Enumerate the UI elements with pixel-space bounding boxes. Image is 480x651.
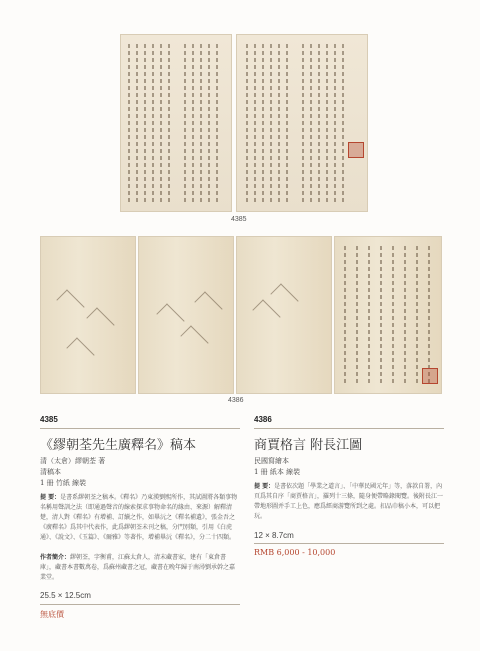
summary-text: 是書依次題「學業之道言」、「中華民國元年」等，落款自署，內頁爲其自序「商賈格言」，羅列十三條，隨身便帶略錄閱覽。後附長江一帶地形圖并手工上色，應爲經商游覽所到之處。扣品巾稿小本，可以把玩。 <box>254 483 444 520</box>
lot-4386-summary <box>254 482 444 522</box>
summary-label: 提 要： <box>40 494 61 501</box>
lot-4385-divider <box>40 428 240 429</box>
lot-4386-edition: 民國寫繪本 <box>254 457 289 465</box>
author-note-text: 繆朝荃，字衡甫，江蘇太倉人，清末藏書家，建有「東倉書庫」，藏書本書數萬卷，爲蘇州藏書之冠，藏書在晚年歸于南潯劉承幹之嘉業堂。 <box>40 554 236 581</box>
red-seal-stamp <box>422 368 438 384</box>
lot-4386-map-photo-1 <box>40 236 136 394</box>
lot-4385-author: 清（太倉）繆朝荃 著 <box>40 457 106 465</box>
red-seal-stamp <box>348 142 364 158</box>
summary-label: 提 要： <box>254 483 275 490</box>
lot-4386-text-photo <box>334 236 442 394</box>
author-note-label: 作者簡介： <box>40 554 71 561</box>
lot-4385-price: 無底價 <box>40 610 64 619</box>
lot-4386-format: 1 冊 紙本 線裝 <box>254 468 301 476</box>
lot-4386-map-photo-2 <box>138 236 234 394</box>
lot-4385-title: 《繆朝荃先生廣釋名》稿本 <box>40 438 197 453</box>
lot-4385-author-note <box>40 553 240 583</box>
summary-text: 是書系繆朝荃之稿本。《釋名》乃東漢劉熙所作，其試圖將各類事物名稱用聲訓之法（即通過聲音的線索探求事物命名的緣由、來源）解釋清楚，清人對《釋名》有增補、訂續之作，如畢沅之《釋名補遺》，張金吾之《廣釋名》爲其中代表作，此爲繆朝荃未刊之稿，分門別類，引用《白虎通》、《說文》、《玉篇》、《爾雅》等著作，增補畢沅《釋名》，分二十四類。 <box>40 494 238 541</box>
lot-4386-divider <box>254 428 444 429</box>
lot-4385-manuscript-photo-right <box>236 34 368 212</box>
lot-4386-title: 商賈格言 附長江圖 <box>254 438 363 453</box>
lot-4385-size: 25.5 × 12.5cm <box>40 591 91 600</box>
lot-4386-divider-bottom <box>254 543 444 544</box>
lot-4386-number: 4386 <box>254 415 272 424</box>
lot-4386-map-photo-3 <box>236 236 332 394</box>
lot-4385-format: 1 冊 竹紙 線裝 <box>40 479 87 487</box>
lot-4385-photo-caption: 4385 <box>231 216 247 223</box>
lot-4385-divider-bottom <box>40 604 240 605</box>
lot-4385-summary <box>40 493 240 543</box>
lot-4386-size: 12 × 8.7cm <box>254 531 294 540</box>
lot-4385-number: 4385 <box>40 415 58 424</box>
lot-4385-manuscript-photo-left <box>120 34 232 212</box>
lot-4386-price: RMB 6,000 - 10,000 <box>254 548 336 557</box>
lot-4386-photo-caption: 4386 <box>228 397 244 404</box>
lot-4385-edition: 清稿本 <box>40 468 61 476</box>
